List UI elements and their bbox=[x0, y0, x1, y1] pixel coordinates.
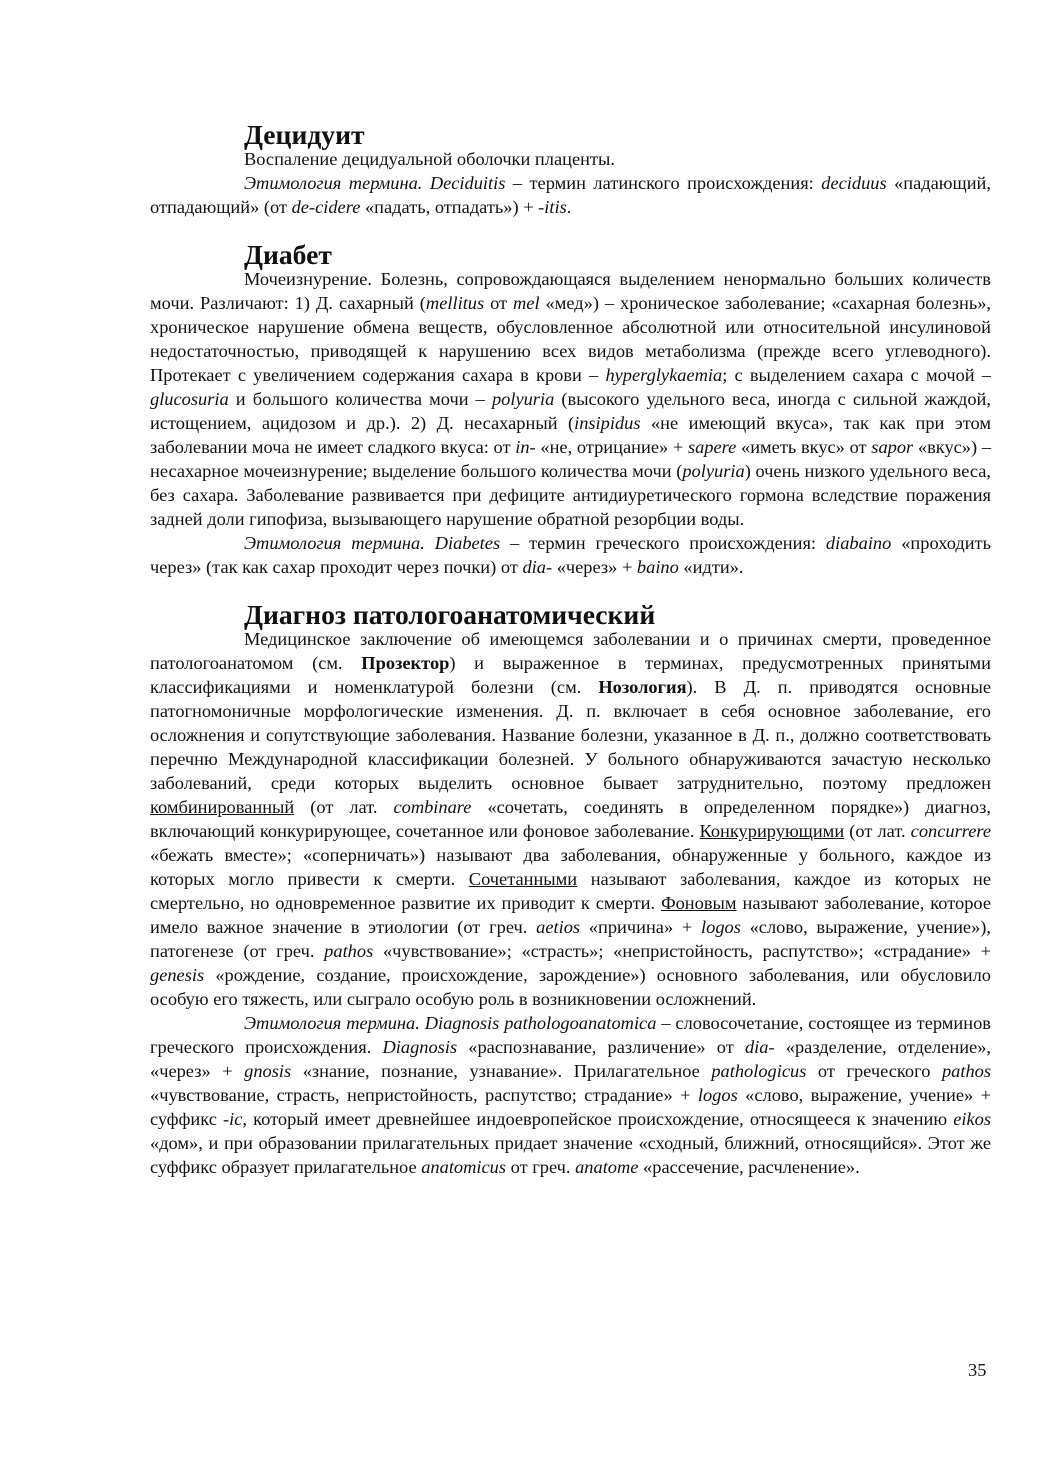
entry-paragraph bbox=[150, 147, 991, 171]
text-run: ) и выраженное в терминах, предусмотренных принятыми классификациями и номенклатурой болезни (см. bbox=[150, 653, 991, 697]
entry-paragraph bbox=[150, 627, 991, 1011]
text-run: «не, отрицание» + bbox=[535, 437, 688, 457]
italic-term: logos bbox=[701, 917, 741, 937]
cross-reference: Прозектор bbox=[361, 653, 450, 673]
text-run: «идти». bbox=[678, 557, 744, 577]
italic-term: sapor bbox=[871, 437, 914, 457]
text-run: «падать, отпадать») + bbox=[360, 197, 539, 217]
entry-paragraph bbox=[150, 531, 991, 579]
text-run: «падающий, отпадающий» (от bbox=[150, 173, 991, 217]
underlined-term: Фоновым bbox=[661, 893, 737, 913]
text-run: «рассечение, расчленение». bbox=[638, 1157, 860, 1177]
underlined-term: Конкурирующими bbox=[699, 821, 845, 841]
italic-term: pathologicus bbox=[711, 1061, 807, 1081]
italic-term: hyperglykaemia bbox=[605, 365, 723, 385]
text-run: ) очень низкого удельного веса, без сахара. Заболевание развивается при дефиците антидиуретического гормона вследствие поражения задней доли гипофиза, вызывающего нарушение обратной резорбции воды. bbox=[150, 461, 991, 529]
italic-term: diabaino bbox=[825, 533, 892, 553]
italic-term: polyuria bbox=[491, 389, 555, 409]
italic-term: eikos bbox=[953, 1109, 992, 1129]
italic-term: anatomicus bbox=[421, 1157, 507, 1177]
text-run: (от лат. bbox=[294, 797, 394, 817]
italic-term: dia- bbox=[744, 1037, 775, 1057]
entry-paragraph bbox=[150, 171, 991, 219]
text-run: ). В Д. п. приводятся основные патогномоничные морфологические изменения. Д. п. включает в себя основное заболевание, его осложнения и сопутствующие заболевания. Название болезни, указанное в Д. п., должно соответствовать перечню Международной классификации болезней. У больного обнаруживаются зачастую несколько заболеваний, среди которых выделить основное бывает затруднительно, поэтому предложен bbox=[150, 677, 991, 793]
text-run: «дом», и при образовании прилагательных придает значение «сходный, ближний, относящийся». Этот же суффикс образует прилагательное bbox=[150, 1133, 991, 1177]
entry-paragraph bbox=[150, 267, 991, 531]
dictionary-entry bbox=[150, 239, 992, 579]
text-run: Воспаление децидуальной оболочки плаценты. bbox=[244, 149, 615, 169]
text-run: «слово, выражение, учение» + суффикс bbox=[150, 1085, 991, 1129]
text-run: ; с выделением сахара с мочой – bbox=[722, 365, 991, 385]
italic-term: pathos bbox=[324, 941, 374, 961]
text-run: «не имеющий вкуса», так как при этом заболевании моча не имеет сладкого вкуса: от bbox=[150, 413, 991, 457]
entry-paragraph bbox=[150, 1011, 991, 1179]
italic-term: mellitus bbox=[425, 293, 485, 313]
entry-title: Диабет bbox=[244, 239, 332, 270]
italic-term: mel bbox=[513, 293, 540, 313]
text-run: Медицинское заключение об имеющемся заболевании и о причинах смерти, проведенное патологоанатомом (см. bbox=[150, 629, 991, 673]
text-run: – словосочетание, состоящее из терминов греческого происхождения. bbox=[150, 1013, 991, 1057]
text-run: называют заболевание, которое имело важное значение в этиологии (от греч. bbox=[150, 893, 991, 937]
italic-term: -itis bbox=[538, 197, 567, 217]
text-run: «причина» + bbox=[580, 917, 702, 937]
italic-term: insipidus bbox=[574, 413, 641, 433]
italic-term: gnosis bbox=[244, 1061, 292, 1081]
text-run: – термин латинского происхождения: bbox=[505, 173, 822, 193]
italic-term: dia- bbox=[522, 557, 553, 577]
text-run: , который имеет древнейшее индоевропейское происхождение, относящееся к значению bbox=[242, 1109, 954, 1129]
italic-term: sapere bbox=[687, 437, 737, 457]
italic-term: glucosuria bbox=[150, 389, 229, 409]
text-run: «иметь вкус» от bbox=[736, 437, 872, 457]
text-run: «знание, познание, узнавание». Прилагательное bbox=[291, 1061, 712, 1081]
text-run: «бежать вместе»; «соперничать») называют два заболевания, обнаруженные у больного, каждое из которых могло привести к смерти. bbox=[150, 845, 991, 889]
italic-term: -ic bbox=[223, 1109, 243, 1129]
text-run: Мочеизнурение. Болезнь, сопровождающаяся выделением ненормально больших количеств мочи. Различают: 1) Д. сахарный ( bbox=[150, 269, 991, 313]
italic-term: aetios bbox=[536, 917, 581, 937]
italic-term: anatome bbox=[575, 1157, 639, 1177]
text-run: «разделение, отделение», «через» + bbox=[150, 1037, 991, 1081]
text-run: (от лат. bbox=[844, 821, 911, 841]
text-run: «сочетать, соединять в определенном порядке») диагноз, включающий конкурирующее, сочетанное или фоновое заболевание. bbox=[150, 797, 991, 841]
italic-term: logos bbox=[697, 1085, 738, 1105]
entry-title: Диагноз патологоанатомический bbox=[244, 599, 656, 630]
text-run: «через» + bbox=[552, 557, 637, 577]
dictionary-entry bbox=[150, 599, 992, 1179]
italic-term: deciduus bbox=[821, 173, 887, 193]
text-run: «чувствование»; «страсть»; «непристойность, распутство»; «страдание» + bbox=[373, 941, 991, 961]
cross-reference: Нозология bbox=[598, 677, 687, 697]
dictionary-entry bbox=[150, 119, 991, 219]
text-run: «рождение, создание, происхождение, зарождение») основного заболевания, или обусловило особую его тяжесть, или сыграло особую роль в возникновении осложнений. bbox=[150, 965, 991, 1009]
text-run: от bbox=[484, 293, 514, 313]
italic-term: de-cidere bbox=[291, 197, 361, 217]
text-run: (высокого удельного веса, иногда с сильной жаждой, истощением, ацидозом и др.). 2) Д. несахарный ( bbox=[150, 389, 991, 433]
text-run: . bbox=[566, 197, 572, 217]
italic-term: pathos bbox=[941, 1061, 992, 1081]
text-run: и большого количества мочи – bbox=[228, 389, 492, 409]
italic-term: combinare bbox=[393, 797, 472, 817]
italic-term: in- bbox=[515, 437, 536, 457]
text-run: «мед») – хроническое заболевание; «сахарная болезнь», хроническое нарушение обмена веществ, обусловленное абсолютной или относительной инсулиновой недостаточностью, приводящей к нарушению всех видов метаболизма (прежде всего углеводного). Протекает с увеличением содержания сахара в крови – bbox=[150, 293, 991, 385]
text-run: «вкус») – несахарное мочеизнурение; выделение большого количества мочи ( bbox=[150, 437, 992, 481]
text-run: «чувствование, страсть, непристойность, распутство; страдание» + bbox=[150, 1085, 698, 1105]
underlined-term: комбинированный bbox=[150, 797, 295, 817]
entry-title: Децидуит bbox=[244, 119, 365, 150]
italic-term: Этимология термина. Deciduitis bbox=[244, 173, 506, 193]
dictionary-content bbox=[150, 119, 992, 1203]
text-run: «проходить через» (так как сахар проходит через почки) от bbox=[150, 533, 991, 577]
text-run: «слово, выражение, учение»), патогенезе (от греч. bbox=[150, 917, 992, 961]
text-run: «распознавание, различение» от bbox=[457, 1037, 745, 1057]
text-run: от греческого bbox=[806, 1061, 942, 1081]
text-run: – термин греческого происхождения: bbox=[500, 533, 826, 553]
text-run: от греч. bbox=[506, 1157, 576, 1177]
italic-term: Этимология термина. Diabetes bbox=[244, 533, 501, 553]
text-run: называют заболевания, каждое из которых не смертельно, но одновременное развитие их приводит к смерти. bbox=[150, 869, 991, 913]
italic-term: genesis bbox=[150, 965, 205, 985]
italic-term: concurrere bbox=[910, 821, 991, 841]
italic-term: polyuria bbox=[682, 461, 745, 481]
italic-term: baino bbox=[636, 557, 679, 577]
italic-term: Этимология термина. Diagnosis pathologoanatomica bbox=[244, 1013, 657, 1033]
underlined-term: Сочетанными bbox=[468, 869, 578, 889]
italic-term: Diagnosis bbox=[382, 1037, 458, 1057]
page-number: 35 bbox=[968, 1360, 987, 1380]
